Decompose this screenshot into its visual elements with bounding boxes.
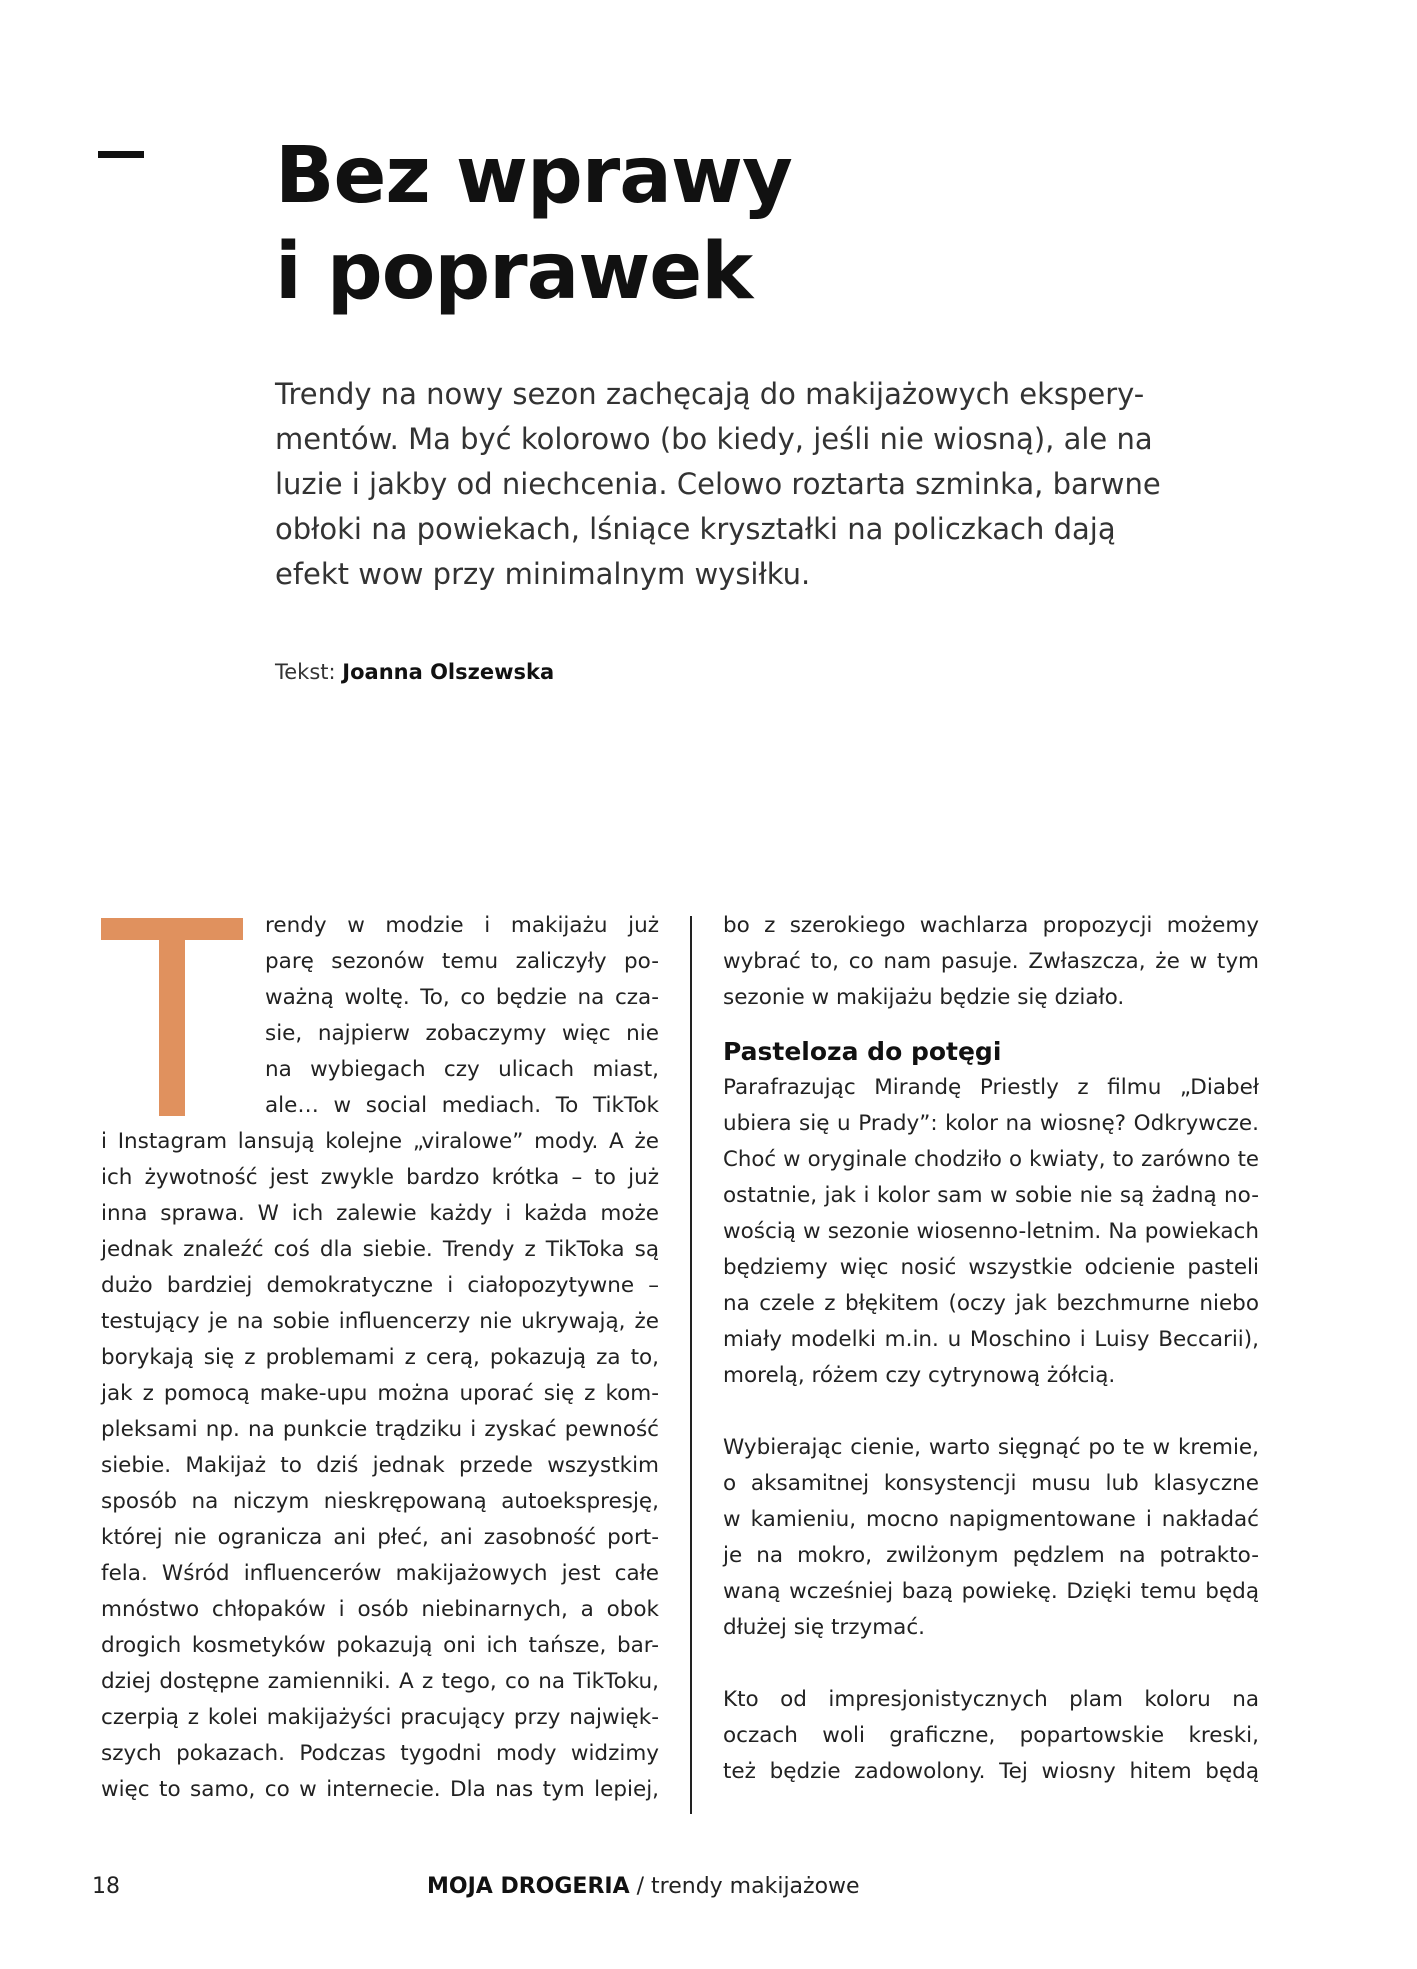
byline (275, 657, 554, 687)
body-line: sezonie w makijażu będzie się działo. (723, 985, 1125, 1010)
title-line: i poprawek (275, 227, 753, 317)
body-line: je na mokro, zwilżonym pędzlem na potrakto- (723, 1543, 1259, 1568)
body-line: ostatnie, jak i kolor sam w sobie nie są żadną no- (723, 1183, 1259, 1208)
body-line: więc to samo, co w internecie. Dla nas tym lepiej, (101, 1777, 659, 1802)
magazine-name: MOJA DROGERIA (427, 1874, 630, 1899)
body-line: sie, najpierw zobaczymy więc nie (265, 1021, 659, 1046)
body-line: ważną woltę. To, co będzie na cza- (265, 985, 659, 1010)
body-line: ale… w social mediach. To TikTok (265, 1093, 659, 1118)
lead-line: luzie i jakby od niechcenia. Celowo roztarta szminka, barwne (275, 467, 1161, 501)
body-line: rendy w modzie i makijażu już (265, 913, 659, 938)
body-line: dużo bardziej demokratyczne i ciałopozytywne – (101, 1273, 659, 1298)
author-name: Joanna Olszewska (342, 660, 555, 684)
body-line: wybrać to, co nam pasuje. Zwłaszcza, że w tym (723, 949, 1259, 974)
body-line: ich żywotność jest zwykle bardzo krótka – to już (101, 1165, 659, 1190)
body-line: na czele z błękitem (oczy jak bezchmurne niebo (723, 1291, 1259, 1316)
body-line: morelą, różem czy cytrynową żółcią. (723, 1363, 1116, 1388)
article-lead (275, 372, 1175, 597)
body-line: Parafrazując Mirandę Priestly z filmu „Diabeł (723, 1075, 1259, 1100)
paragraph-gap (723, 1394, 1259, 1430)
body-line: pleksami np. na punkcie trądziku i zyskać pewność (101, 1417, 659, 1442)
title-dash (98, 151, 144, 158)
body-line: będziemy więc nosić wszystkie odcienie pasteli (723, 1255, 1259, 1280)
body-line: Wybierając cienie, warto sięgnąć po te w kremie, (723, 1435, 1259, 1460)
lead-line: obłoki na powiekach, lśniące kryształki na policzkach dają (275, 512, 1116, 546)
body-line: której nie ogranicza ani płeć, ani zasobność port- (101, 1525, 659, 1550)
body-line: testujący je na sobie influencerzy nie ukrywają, że (101, 1309, 659, 1334)
body-line: dziej dostępne zamienniki. A z tego, co na TikToku, (101, 1669, 659, 1694)
footer-separator: / (636, 1874, 645, 1899)
page-number: 18 (92, 1874, 120, 1899)
footer-running-title (427, 1872, 860, 1902)
body-line: ubiera się u Prady”: kolor na wiosnę? Odkrywcze. (723, 1111, 1259, 1136)
article-title (275, 128, 792, 320)
body-line: jak z pomocą make-upu można uporać się z kom- (101, 1381, 659, 1406)
lead-line: efekt wow przy minimalnym wysiłku. (275, 557, 811, 591)
body-line: oczach woli graficzne, popartowskie kreski, (723, 1723, 1259, 1748)
left-column (101, 908, 659, 1808)
body-line: miały modelki m.in. u Moschino i Luisy Beccarii), (723, 1327, 1259, 1352)
paragraph-gap (723, 1646, 1259, 1682)
body-line: o aksamitnej konsystencji musu lub klasyczne (723, 1471, 1259, 1496)
body-line: borykają się z problemami z cerą, pokazują za to, (101, 1345, 659, 1370)
body-line: inna sprawa. W ich zalewie każdy i każda może (101, 1201, 659, 1226)
body-line: drogich kosmetyków pokazują oni ich tańsze, bar- (101, 1633, 659, 1658)
section-subheading: Pasteloza do potęgi (723, 1037, 1002, 1066)
body-line: waną wcześniej bazą powiekę. Dzięki temu będą (723, 1579, 1259, 1604)
body-line: parę sezonów temu zaliczyły po- (265, 949, 659, 974)
body-line: i Instagram lansują kolejne „viralowe” mody. A że (101, 1129, 659, 1154)
right-column (723, 908, 1259, 1790)
body-line: na wybiegach czy ulicach miast, (265, 1057, 659, 1082)
body-line: sposób na niczym nieskrępowaną autoekspresję, (101, 1489, 659, 1514)
byline-label: Tekst: (275, 660, 336, 684)
body-line: siebie. Makijaż to dziś jednak przede wszystkim (101, 1453, 659, 1478)
body-line: czerpią z kolei makijażyści pracujący przy najwięk- (101, 1705, 659, 1730)
body-line: Choć w oryginale chodziło o kwiaty, to zarówno te (723, 1147, 1259, 1172)
lead-line: Trendy na nowy sezon zachęcają do makijażowych ekspery- (275, 377, 1145, 411)
section-name: trendy makijażowe (651, 1874, 860, 1899)
body-line: wością w sezonie wiosenno-letnim. Na powiekach (723, 1219, 1259, 1244)
body-line: dłużej się trzymać. (723, 1615, 925, 1640)
body-line: mnóstwo chłopaków i osób niebinarnych, a obok (101, 1597, 659, 1622)
title-line: Bez wprawy (275, 131, 792, 221)
body-line: bo z szerokiego wachlarza propozycji możemy (723, 913, 1259, 938)
body-line: fela. Wśród influencerów makijażowych jest całe (101, 1561, 659, 1586)
lead-line: mentów. Ma być kolorowo (bo kiedy, jeśli nie wiosną), ale na (275, 422, 1153, 456)
body-line: jednak znaleźć coś dla siebie. Trendy z TikToka są (101, 1237, 659, 1262)
column-divider (690, 916, 692, 1814)
body-line: Kto od impresjonistycznych plam koloru na (723, 1687, 1259, 1712)
body-line: też będzie zadowolony. Tej wiosny hitem będą (723, 1759, 1259, 1784)
body-line: w kamieniu, mocno napigmentowane i nakładać (723, 1507, 1259, 1532)
body-line: szych pokazach. Podczas tygodni mody widzimy (101, 1741, 659, 1766)
